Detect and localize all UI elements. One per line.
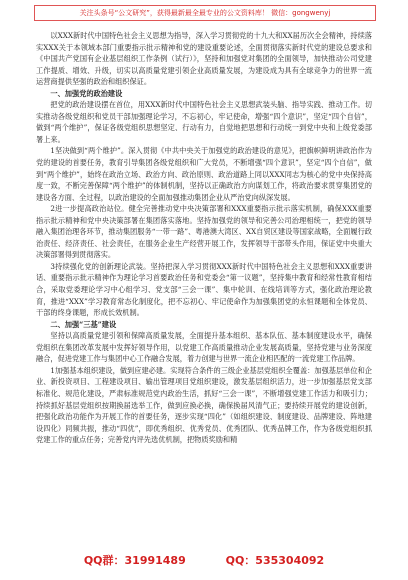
body-paragraph: 把党的政治建设摆在首位，用XXX新时代中国特色社会主义思想武装头脑、指导实践、推动工作。切实推动各级党组织和党员干部加强理论学习，不忘初心，牢记使命，增强“四个意识”，坚定“四个自信”，做到“两个维护”，保证各级党组织思想坚定、行动有力，自觉地把思想和行动统一到党中央和上级党委部署上来。	[36, 100, 372, 144]
body-paragraph: 2进一步提高政治站位。健全完善推动党中央决策部署和XXX重要指示批示落实机制，确保XXX重要指示批示精神和党中央决策部署在集团落实落地。坚持加强党的领导和完善公司治理相统一，把党的领导融入集团治理各环节，推动集团服务“一带一路”、粤港澳大湾区、XX自贸区建设等国家战略，全面履行政治责任、经济责任、社会责任，在服务企业生产经营开展工作，发挥领导干部带头作用，保证党中央重大决策部署得到贯彻落实。	[36, 204, 372, 260]
body-paragraph: 坚持以高质量党建引领和保障高质量发展，全面提升基本组织、基本队伍、基本制度建设水平，确保党组织在集团改革发展中发挥好领导作用，以党建工作高质量推动企业发展高质量，坚持党建与业务深度融合，促进党建工作与集团中心工作融合发展，着力创建与世界一流企业相匹配的一流党建工作品牌。	[36, 331, 372, 364]
section-heading: 二、加强“三基”建设	[50, 319, 117, 329]
body-paragraph: 以XXX新时代中国特色社会主义思想为指导，深入学习贯彻党的十九大和XX届历次全会精神，持续落实XXX关于本领域本部门重要指示批示精神和党的建设重要论述，全面贯彻落实新时代党的建设总要求和《中国共产党国有企业基层组织工作条例（试行）》，坚持和加强党对集团的全面领导，加快推动公司党建工作提质、增效、升级，切实以高质量党建引领企业高质量发展，为建设成为具有全球竞争力的世界一流运营商提供坚强的政治和组织保证。	[36, 31, 372, 87]
footer-contacts	[0, 553, 408, 569]
qq-group-text: QQ群：31991489	[83, 554, 186, 567]
document-body	[36, 30, 372, 446]
top-banner: 关注头条号“公文研究”，获得最新最全最专业的公文资料库！ 微信：gongwenyj	[34, 5, 376, 21]
body-paragraph: 3持续强化党的创新理论武装。坚持把深入学习贯彻XXX新时代中国特色社会主义思想和XXX重要讲话、重要指示批示精神作为理论学习首要政治任务和党委会“第一议题”，坚持集中教育和经常性教育相结合，采取党委理论学习中心组学习、党支部“三会一课”、集中轮训、在线培训等方式，强化政治理论教育，推进“XXX”学习教育常态化制度化，把不忘初心、牢记使命作为加强集团党的永恒课题和全体党员、干部的终身课题，形成长效机制。	[36, 261, 372, 318]
body-paragraph: 1加强基本组织建设，做到应建必建。实现符合条件的三级企业基层党组织全覆盖：加强基层单位和企业、新投资项目、工程建设项目、输出管理项目党组织建设，激发基层组织活力，进一步加强基层党支部标准化、规范化建设，严肃标准规范党内政治生活，抓好“三会一课”，不断增强党建工作活力和吸引力；持续抓好基层党组织按期换届选举工作，做到应换必换，确保换届风清气正；要持续开展党的建设创新，把强化政治功能作为开展工作的首要任务，逐步实现“四化”（如组织建设、制度建设、品牌建设、阵地建设四化）同频共振，推动“四优”，即优秀组织、优秀党员、优秀团队、优秀品牌工作，作为各级党组织抓党建工作的重点任务；完善党内评先选优机制，把物质奖励和精	[36, 365, 372, 445]
body-paragraph: 1坚决做到“两个维护”。深入贯彻《中共中央关于加强党的政治建设的意见》，把旗帜鲜明讲政治作为党的建设的首要任务，教育引导集团各级党组织和广大党员，不断增强“四个意识”，坚定“四个自信”，做到“两个维护”，始终在政治立场、政治方向、政治原则、政治道路上同以XXX同志为核心的党中央保持高度一致，不断完善保障“两个维护”的体制机制，坚持以正确政治方向谋划工作，将政治要求贯穿集团党的建设各方面、全过程，以政治建设的全面加强推动集团企业从严治党向纵深发展。	[36, 146, 372, 202]
section-heading: 一、加强党的政治建设	[50, 88, 123, 98]
qq-number-text: QQ：535304092	[225, 554, 325, 567]
